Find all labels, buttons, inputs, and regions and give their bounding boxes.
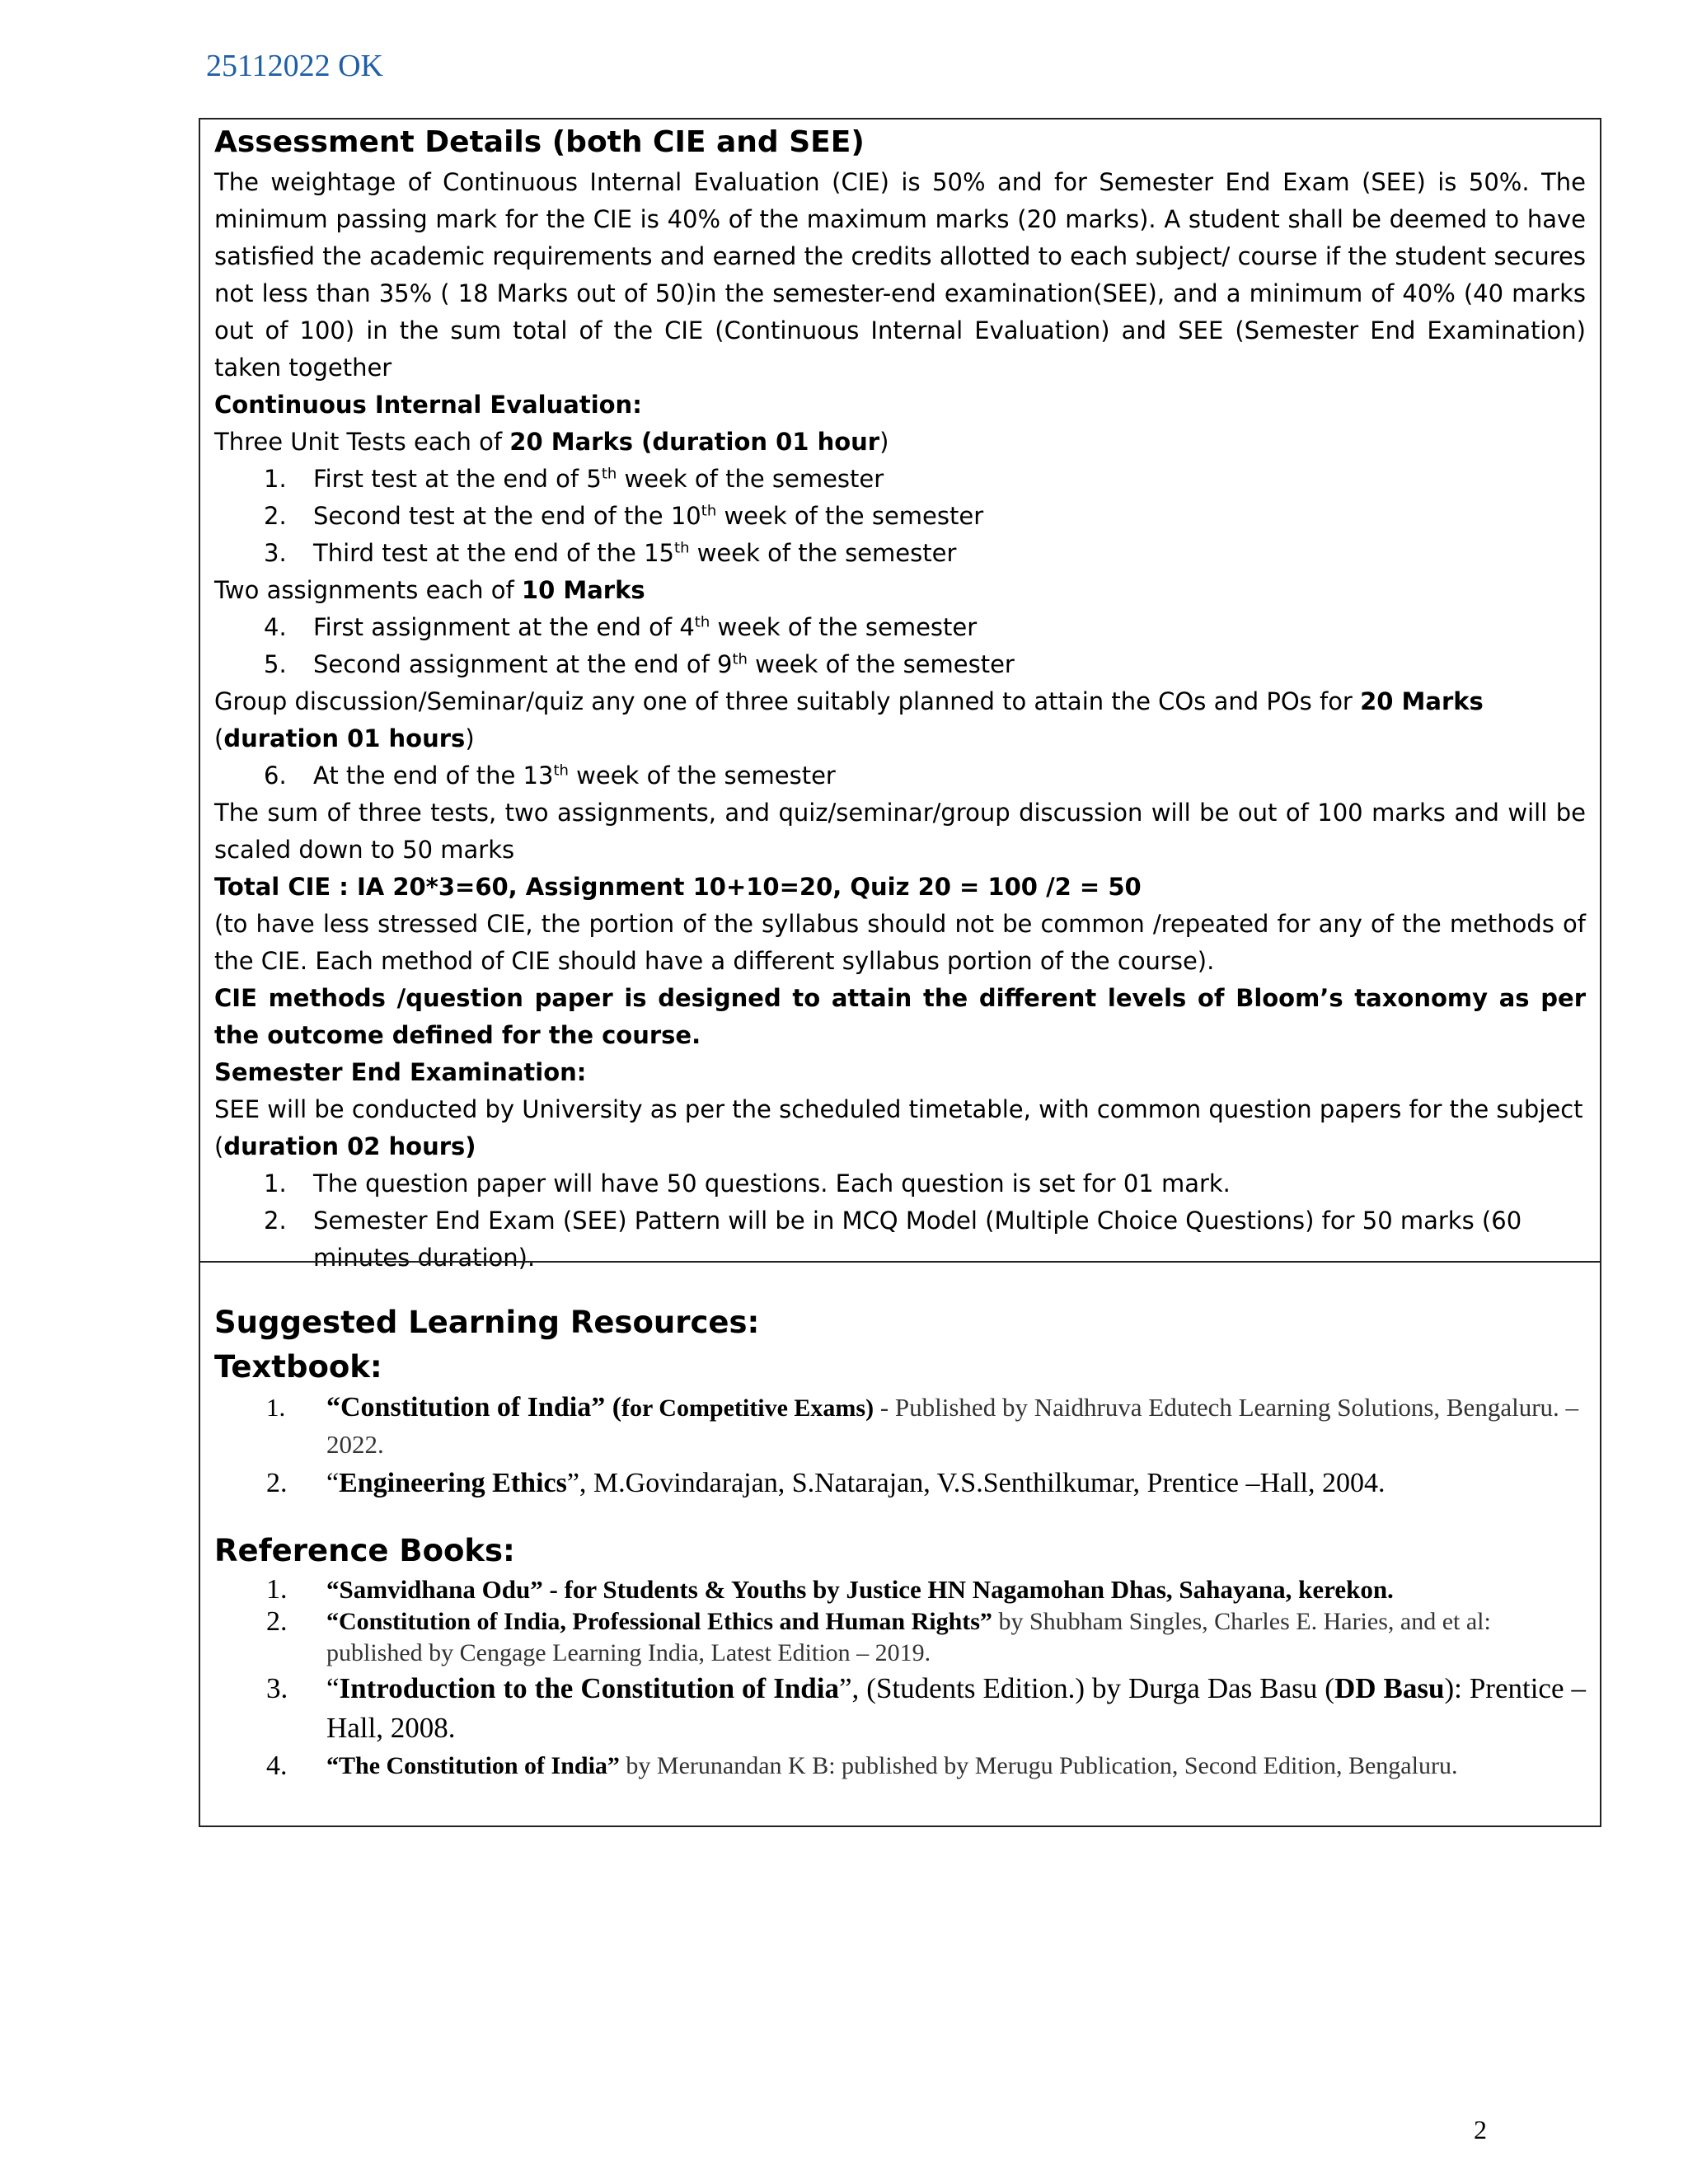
total-cie: Total CIE : IA 20*3=60, Assignment 10+10=20, Quiz 20 = 100 /2 = 50	[214, 873, 1142, 901]
reference-list	[214, 1573, 1586, 1784]
list-item	[214, 498, 1586, 535]
item-number: 3.	[266, 1672, 288, 1704]
item-text: week of the semester	[747, 650, 1015, 678]
book-title: Introduction to the Constitution of India	[339, 1672, 839, 1704]
list-item	[214, 535, 1586, 572]
book-title: “The Constitution of India”	[326, 1752, 620, 1779]
item-number: 4.	[266, 1750, 288, 1781]
quote-open: “	[326, 1468, 340, 1498]
learning-resources-box	[199, 1261, 1601, 1827]
item-text: week of the semester	[689, 539, 957, 567]
book-title: “Constitution of India, Professional Ethics and Human Rights”	[326, 1608, 992, 1635]
item-number: 1.	[264, 465, 287, 493]
item-text: First assignment at the end of 4	[313, 613, 695, 641]
book-details: by Shubham Singles, Charles E. Haries, and et al: published by Cengage Learning India, Latest Edition – 2019.	[326, 1608, 1491, 1666]
see-duration	[214, 1128, 1586, 1165]
assignments-list	[214, 609, 1586, 683]
stress-note: (to have less stressed CIE, the portion of the syllabus should not be common /repeated for any of the methods of the CIE. Each method of CIE should have a different syllabus portion of the course).	[214, 910, 1586, 975]
item-text: Second test at the end of the 10	[313, 502, 701, 530]
list-item	[214, 1573, 1586, 1606]
group-duration: duration 01 hours	[223, 724, 466, 752]
item-number: 1.	[266, 1393, 286, 1422]
assessment-title: Assessment Details (both CIE and SEE)	[214, 125, 865, 159]
list-item	[214, 1390, 1586, 1463]
book-title: “Constitution of India” (	[326, 1392, 622, 1422]
list-item	[214, 1748, 1586, 1784]
assessment-intro: The weightage of Continuous Internal Evaluation (CIE) is 50% and for Semester End Exam (SEE) is 50%. The minimum passing mark for the CIE is 40% of the maximum marks (20 marks). A student shall be deemed to have satisfied the academic requirements and earned the credits allotted to each subject/ course if the student secures not less than 35% ( 18 Marks out of 50)in the semester-end examination(SEE), and a minimum of 40% (40 marks out of 100) in the sum total of the CIE (Continuous Internal Evaluation) and SEE (Semester End Examination) taken together	[214, 168, 1586, 382]
item-text: At the end of the 13	[313, 762, 554, 790]
author-short: DD Basu	[1334, 1672, 1445, 1704]
unit-tests-marks: 20 Marks (duration 01 hour	[509, 428, 880, 456]
book-details: ”, (Students Edition.) by Durga Das Basu (	[839, 1672, 1334, 1704]
textbook-list	[214, 1390, 1586, 1504]
list-item	[214, 461, 1586, 498]
group-open: (	[214, 724, 224, 752]
see-text: SEE will be conducted by University as per the scheduled timetable, with common question papers for the subject	[214, 1095, 1583, 1123]
page-number: 2	[1474, 2115, 1487, 2144]
unit-tests-list	[214, 461, 1586, 572]
superscript: th	[553, 762, 569, 780]
superscript: th	[701, 502, 717, 520]
assignments-prefix: Two assignments each of	[214, 576, 522, 604]
resources-title: Suggested Learning Resources:	[214, 1305, 760, 1340]
item-text: Third test at the end of the 15	[313, 539, 675, 567]
list-item	[214, 1165, 1586, 1202]
see-duration-bold: duration 02 hours)	[223, 1132, 476, 1160]
unit-tests-line	[214, 424, 1586, 461]
quote-open: “	[326, 1672, 340, 1704]
document-id: 25112022 OK	[206, 49, 383, 83]
assignments-marks: 10 Marks	[521, 576, 645, 604]
textbook-heading: Textbook:	[214, 1349, 382, 1385]
bloom-note: CIE methods /question paper is designed to attain the different levels of Bloom’s taxonomy as per the outcome defined for the course.	[214, 984, 1586, 1049]
item-number: 2.	[266, 1468, 288, 1498]
superscript: th	[732, 650, 748, 668]
list-item	[214, 1669, 1586, 1748]
group-close: )	[465, 724, 475, 752]
see-heading: Semester End Examination:	[214, 1058, 587, 1086]
list-item	[214, 646, 1586, 683]
item-text: week of the semester	[617, 465, 884, 493]
reference-heading: Reference Books:	[214, 1533, 515, 1568]
see-list	[214, 1165, 1586, 1277]
item-number: 2.	[264, 502, 287, 530]
item-number: 5.	[264, 650, 287, 678]
list-item	[214, 757, 1586, 794]
assessment-details-box	[199, 118, 1601, 1272]
superscript: th	[694, 613, 710, 631]
item-text: week of the semester	[710, 613, 978, 641]
group-marks: 20 Marks	[1360, 687, 1484, 715]
item-text: week of the semester	[716, 502, 984, 530]
item-number: 6.	[264, 762, 287, 790]
book-publisher: ): Prentice –Hall, 2008.	[326, 1672, 1587, 1744]
assignments-line	[214, 572, 1586, 609]
unit-tests-suffix: )	[879, 428, 889, 456]
item-number: 2.	[264, 1207, 287, 1235]
book-details: ”, M.Govindarajan, S.Natarajan, V.S.Senthilkumar, Prentice –Hall, 2004.	[566, 1468, 1386, 1498]
book-details: by Merunandan K B: published by Merugu Publication, Second Edition, Bengaluru.	[619, 1752, 1458, 1779]
book-title: Engineering Ethics	[339, 1468, 567, 1498]
sum-text: The sum of three tests, two assignments, and quiz/seminar/group discussion will be out of 100 marks and will be scaled down to 50 marks	[214, 799, 1586, 864]
book-details: - Published by Naidhruva Edutech Learning Solutions, Bengaluru. – 2022.	[326, 1393, 1579, 1459]
group-discussion-line	[214, 683, 1586, 757]
list-item	[214, 1463, 1586, 1504]
item-text: The question paper will have 50 questions. Each question is set for 01 mark.	[313, 1169, 1231, 1197]
group-prefix: Group discussion/Seminar/quiz any one of three suitably planned to attain the COs and POs for	[214, 687, 1361, 715]
list-item	[214, 1606, 1586, 1669]
superscript: th	[601, 465, 617, 483]
cie-heading: Continuous Internal Evaluation:	[214, 391, 642, 419]
item-text: First test at the end of 5	[313, 465, 602, 493]
item-number: 2.	[266, 1606, 288, 1637]
item-number: 1.	[264, 1169, 287, 1197]
book-subtitle: for Competitive Exams)	[621, 1394, 874, 1422]
item-number: 4.	[264, 613, 287, 641]
unit-tests-prefix: Three Unit Tests each of	[214, 428, 510, 456]
item-text: Semester End Exam (SEE) Pattern will be in MCQ Model (Multiple Choice Questions) for 50 marks (60 minutes duration).	[313, 1207, 1522, 1272]
item-text: Second assignment at the end of 9	[313, 650, 733, 678]
item-text: week of the semester	[568, 762, 836, 790]
book-title: “Samvidhana Odu” - for Students & Youths by Justice HN Nagamohan Dhas, Sahayana, kerekon.	[326, 1575, 1394, 1604]
see-open: (	[214, 1132, 224, 1160]
group-list	[214, 757, 1586, 794]
item-number: 3.	[264, 539, 287, 567]
item-number: 1.	[266, 1574, 288, 1605]
list-item	[214, 609, 1586, 646]
superscript: th	[674, 539, 690, 557]
